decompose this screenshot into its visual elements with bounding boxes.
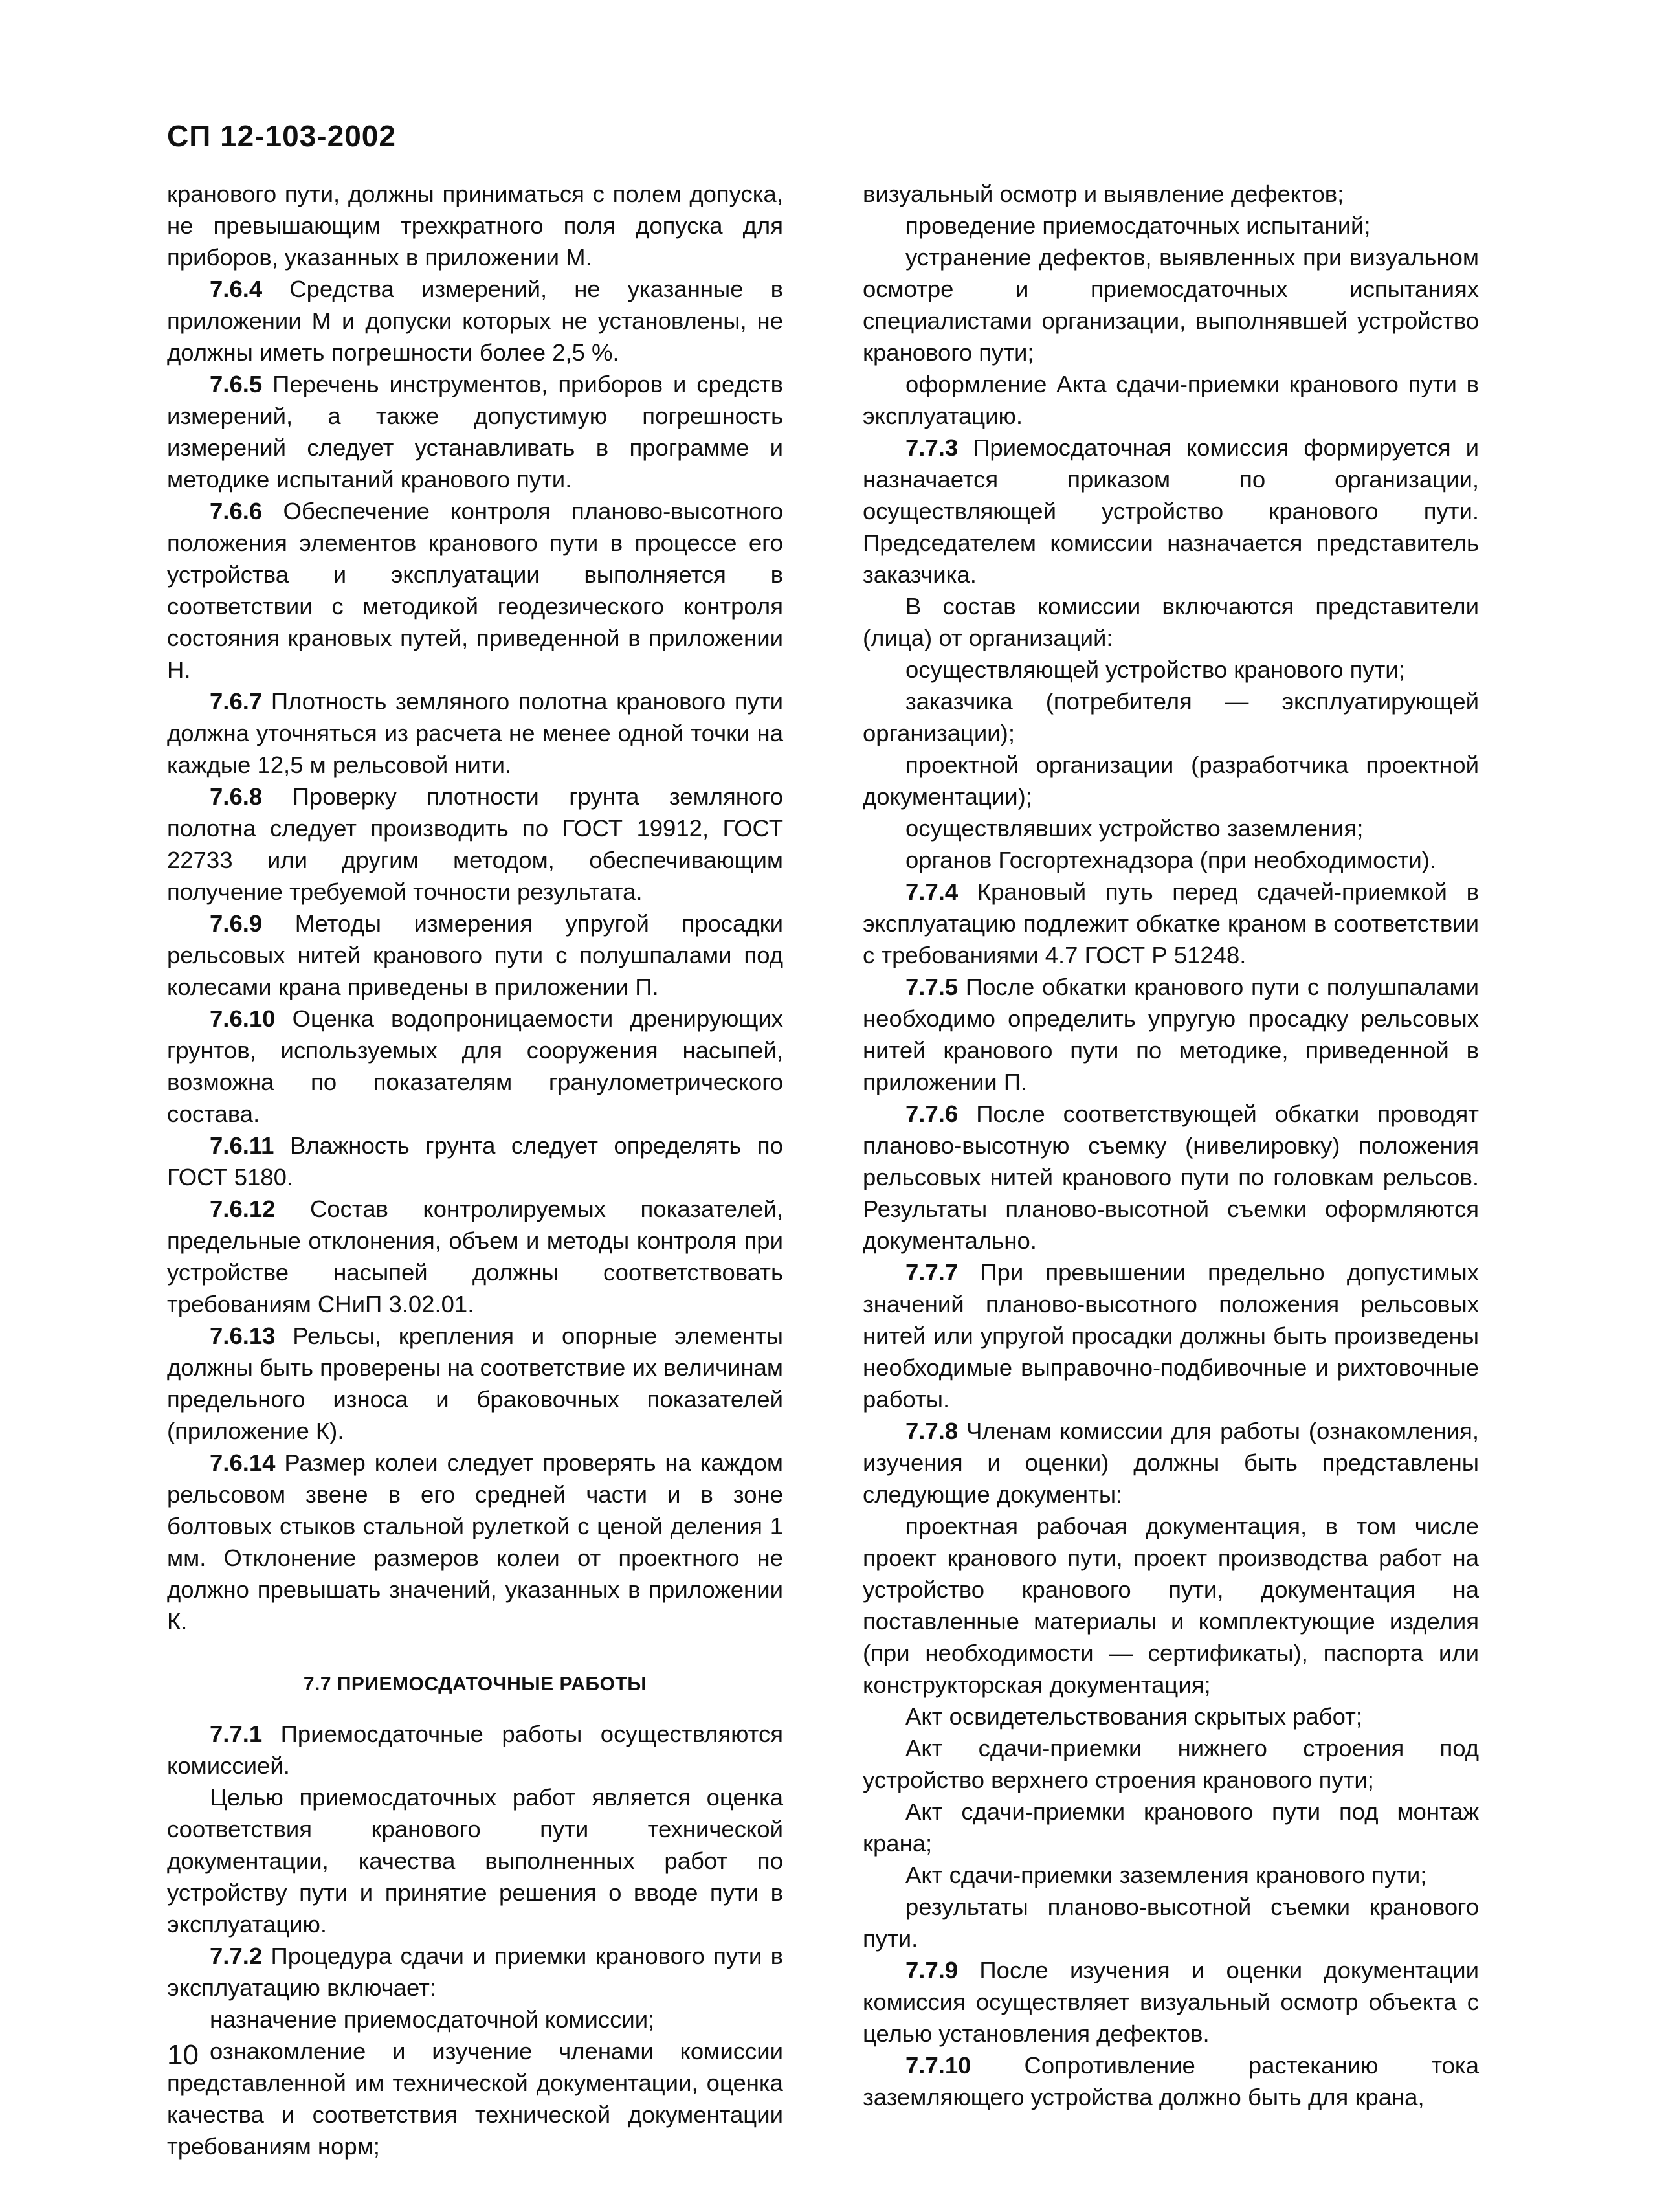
clause-number: 7.6.10	[210, 1005, 276, 1032]
paragraph-text: устранение дефектов, выявленных при визуальном осмотре и приемосдаточных испытаниях специалистами организации, выполнявшей устройство кранового пути;	[863, 244, 1479, 366]
clause-number: 7.7.7	[905, 1259, 959, 1286]
clause-number: 7.6.8	[210, 783, 263, 810]
paragraph-text: Акт освидетельствования скрытых работ;	[905, 1703, 1362, 1730]
paragraph	[167, 908, 783, 1003]
paragraph	[863, 368, 1479, 432]
paragraph	[863, 432, 1479, 590]
paragraph-text: Влажность грунта следует определять по ГОСТ 5180.	[167, 1132, 783, 1190]
paragraph	[167, 1447, 783, 1637]
clause-number: 7.6.12	[210, 1196, 276, 1222]
document-code-header: СП 12-103-2002	[167, 119, 396, 153]
clause-number: 7.7.2	[210, 1943, 263, 1969]
paragraph-text: Состав контролируемых показателей, предельные отклонения, объем и методы контроля при устройстве насыпей должны соответствовать требованиям СНиП 3.02.01.	[167, 1196, 783, 1317]
paragraph-text: Размер колеи следует проверять на каждом рельсовом звене в его средней части и в зоне болтовых стыков стальной рулеткой с ценой деления 1 мм. Отклонение размеров колеи от проектного не должно превышать значений, указанных в приложении К.	[167, 1449, 783, 1635]
paragraph	[167, 368, 783, 495]
paragraph-text: Акт сдачи-приемки нижнего строения под устройство верхнего строения кранового пути;	[863, 1735, 1479, 1793]
paragraph-text: После изучения и оценки документации комиссия осуществляет визуальный осмотр объекта с целью установления дефектов.	[863, 1957, 1479, 2047]
paragraph	[863, 654, 1479, 686]
clause-number: 7.7.1	[210, 1721, 263, 1747]
paragraph	[167, 1003, 783, 1130]
clause-number: 7.7.9	[905, 1957, 959, 1983]
paragraph-text: Членам комиссии для работы (ознакомления, изучения и оценки) должны быть представлены следующие документы:	[863, 1418, 1479, 1508]
paragraph	[863, 1098, 1479, 1257]
paragraph-text: Приемосдаточная комиссия формируется и назначается приказом по организации, осуществляющей устройство кранового пути. Председателем комиссии назначается представитель заказчика.	[863, 434, 1479, 588]
clause-number: 7.6.7	[210, 688, 263, 715]
clause-number: 7.7.6	[905, 1100, 959, 1127]
paragraph	[863, 590, 1479, 654]
paragraph	[863, 749, 1479, 812]
paragraph	[167, 686, 783, 781]
paragraph	[167, 1320, 783, 1447]
paragraph	[167, 1718, 783, 1782]
paragraph-text: Акт сдачи-приемки кранового пути под монтаж крана;	[863, 1798, 1479, 1857]
paragraph-text: органов Госгортехнадзора (при необходимости).	[905, 847, 1437, 873]
paragraph	[863, 1891, 1479, 1954]
paragraph	[863, 1796, 1479, 1859]
paragraph-text: ознакомление и изучение членами комиссии представленной им технической документации, оценка качества и соответствия технической документации требованиям норм;	[167, 2038, 783, 2160]
paragraph	[863, 1415, 1479, 1510]
paragraph	[167, 1782, 783, 1940]
clause-number: 7.6.14	[210, 1449, 276, 1476]
paragraph-text: Методы измерения упругой просадки рельсовых нитей кранового пути с полушпалами под колесами крана приведены в приложении П.	[167, 910, 783, 1000]
paragraph	[863, 812, 1479, 844]
clause-number: 7.7.5	[905, 974, 959, 1000]
paragraph-text: Процедура сдачи и приемки кранового пути в эксплуатацию включает:	[167, 1943, 783, 2001]
paragraph-text: Рельсы, крепления и опорные элементы должны быть проверены на соответствие их величинам предельного износа и браковочных показателей (приложение К).	[167, 1323, 783, 1444]
paragraph	[863, 2050, 1479, 2113]
paragraph	[863, 178, 1479, 210]
paragraph-text: проектная рабочая документация, в том числе проект кранового пути, проект производства работ на устройство кранового пути, документация на поставленные материалы и комплектующие изделия (при необходимости — сертификаты), паспорта или конструкторская документация;	[863, 1513, 1479, 1698]
paragraph-text: кранового пути, должны приниматься с полем допуска, не превышающим трехкратного поля допуска для приборов, указанных в приложении М.	[167, 181, 783, 271]
paragraph	[863, 1257, 1479, 1415]
paragraph-text: назначение приемосдаточной комиссии;	[210, 2006, 655, 2033]
clause-number: 7.6.11	[210, 1132, 274, 1159]
paragraph-text: После обкатки кранового пути с полушпалами необходимо определить упругую просадку рельсовых нитей кранового пути по методике, приведенной в приложении П.	[863, 974, 1479, 1095]
paragraph	[167, 1940, 783, 2004]
clause-number: 7.6.13	[210, 1323, 276, 1349]
clause-number: 7.7.8	[905, 1418, 959, 1444]
paragraph-text: После соответствующей обкатки проводят планово-высотную съемку (нивелировку) положения рельсовых нитей кранового пути по головкам рельсов. Результаты планово-высотной съемки оформляются документально.	[863, 1100, 1479, 1254]
paragraph	[167, 1130, 783, 1193]
paragraph	[863, 971, 1479, 1098]
paragraph-text: В состав комиссии включаются представители (лица) от организаций:	[863, 593, 1479, 651]
page-number: 10	[167, 2039, 199, 2071]
paragraph	[167, 781, 783, 908]
paragraph-text: результаты планово-высотной съемки кранового пути.	[863, 1894, 1479, 1952]
paragraph	[167, 178, 783, 273]
paragraph-text: Сопротивление растеканию тока заземляющего устройства должно быть для крана,	[863, 2052, 1479, 2110]
paragraph-text: Целью приемосдаточных работ является оценка соответствия кранового пути технической документации, качества выполненных работ по устройству пути и принятие решения о вводе пути в эксплуатацию.	[167, 1784, 783, 1938]
paragraph-text: Обеспечение контроля планово-высотного положения элементов кранового пути в процессе его устройства и эксплуатации выполняется в соответствии с методикой геодезического контроля состояния крановых путей, приведенной в приложении Н.	[167, 498, 783, 683]
paragraph-text: осуществляющей устройство кранового пути;	[905, 656, 1405, 683]
clause-number: 7.6.4	[210, 276, 263, 302]
paragraph-text: Проверку плотности грунта земляного полотна следует производить по ГОСТ 19912, ГОСТ 22733 или другим методом, обеспечивающим получение требуемой точности результата.	[167, 783, 783, 905]
paragraph	[167, 495, 783, 686]
paragraph	[863, 1732, 1479, 1796]
right-column	[863, 178, 1479, 2113]
paragraph	[167, 2004, 783, 2035]
paragraph-text: При превышении предельно допустимых значений планово-высотного положения рельсовых нитей или упругой просадки должны быть произведены необходимые выправочно-подбивочные и рихтовочные работы.	[863, 1259, 1479, 1413]
paragraph	[863, 876, 1479, 971]
clause-number: 7.6.5	[210, 371, 263, 397]
paragraph-text: Оценка водопроницаемости дренирующих грунтов, используемых для сооружения насыпей, возможна по показателям гранулометрического состава.	[167, 1005, 783, 1127]
paragraph	[863, 1859, 1479, 1891]
clause-number: 7.7.3	[905, 434, 959, 461]
paragraph-text: осуществлявших устройство заземления;	[905, 815, 1364, 842]
paragraph-text: заказчика (потребителя — эксплуатирующей организации);	[863, 688, 1479, 746]
paragraph	[167, 2035, 783, 2162]
clause-number: 7.6.9	[210, 910, 263, 937]
paragraph-text: Плотность земляного полотна кранового пути должна уточняться из расчета не менее одной точки на каждые 12,5 м рельсовой нити.	[167, 688, 783, 778]
paragraph	[863, 1510, 1479, 1701]
paragraph	[863, 241, 1479, 368]
paragraph-text: Приемосдаточные работы осуществляются комиссией.	[167, 1721, 783, 1779]
left-column	[167, 178, 783, 2162]
paragraph	[167, 1193, 783, 1320]
clause-number: 7.7.4	[905, 878, 959, 905]
paragraph-text: Акт сдачи-приемки заземления кранового пути;	[905, 1862, 1427, 1888]
paragraph-text: оформление Акта сдачи-приемки кранового пути в эксплуатацию.	[863, 371, 1479, 429]
paragraph	[863, 686, 1479, 749]
paragraph-text: проектной организации (разработчика проектной документации);	[863, 752, 1479, 810]
paragraph	[167, 273, 783, 368]
section-heading: 7.7 ПРИЕМОСДАТОЧНЫЕ РАБОТЫ	[303, 1673, 647, 1695]
paragraph-text: визуальный осмотр и выявление дефектов;	[863, 181, 1344, 207]
paragraph-text: проведение приемосдаточных испытаний;	[905, 212, 1371, 239]
paragraph-text: Перечень инструментов, приборов и средств измерений, а также допустимую погрешность измерений следует устанавливать в программе и методике испытаний кранового пути.	[167, 371, 783, 493]
paragraph	[863, 844, 1479, 876]
paragraph	[863, 1701, 1479, 1732]
paragraph	[863, 1954, 1479, 2050]
clause-number: 7.7.10	[905, 2052, 971, 2079]
paragraph	[863, 210, 1479, 241]
clause-number: 7.6.6	[210, 498, 263, 524]
paragraph-text: Средства измерений, не указанные в приложении М и допуски которых не установлены, не должны иметь погрешности более 2,5 %.	[167, 276, 783, 366]
paragraph-text: Крановый путь перед сдачей-приемкой в эксплуатацию подлежит обкатке краном в соответствии с требованиями 4.7 ГОСТ Р 51248.	[863, 878, 1479, 968]
